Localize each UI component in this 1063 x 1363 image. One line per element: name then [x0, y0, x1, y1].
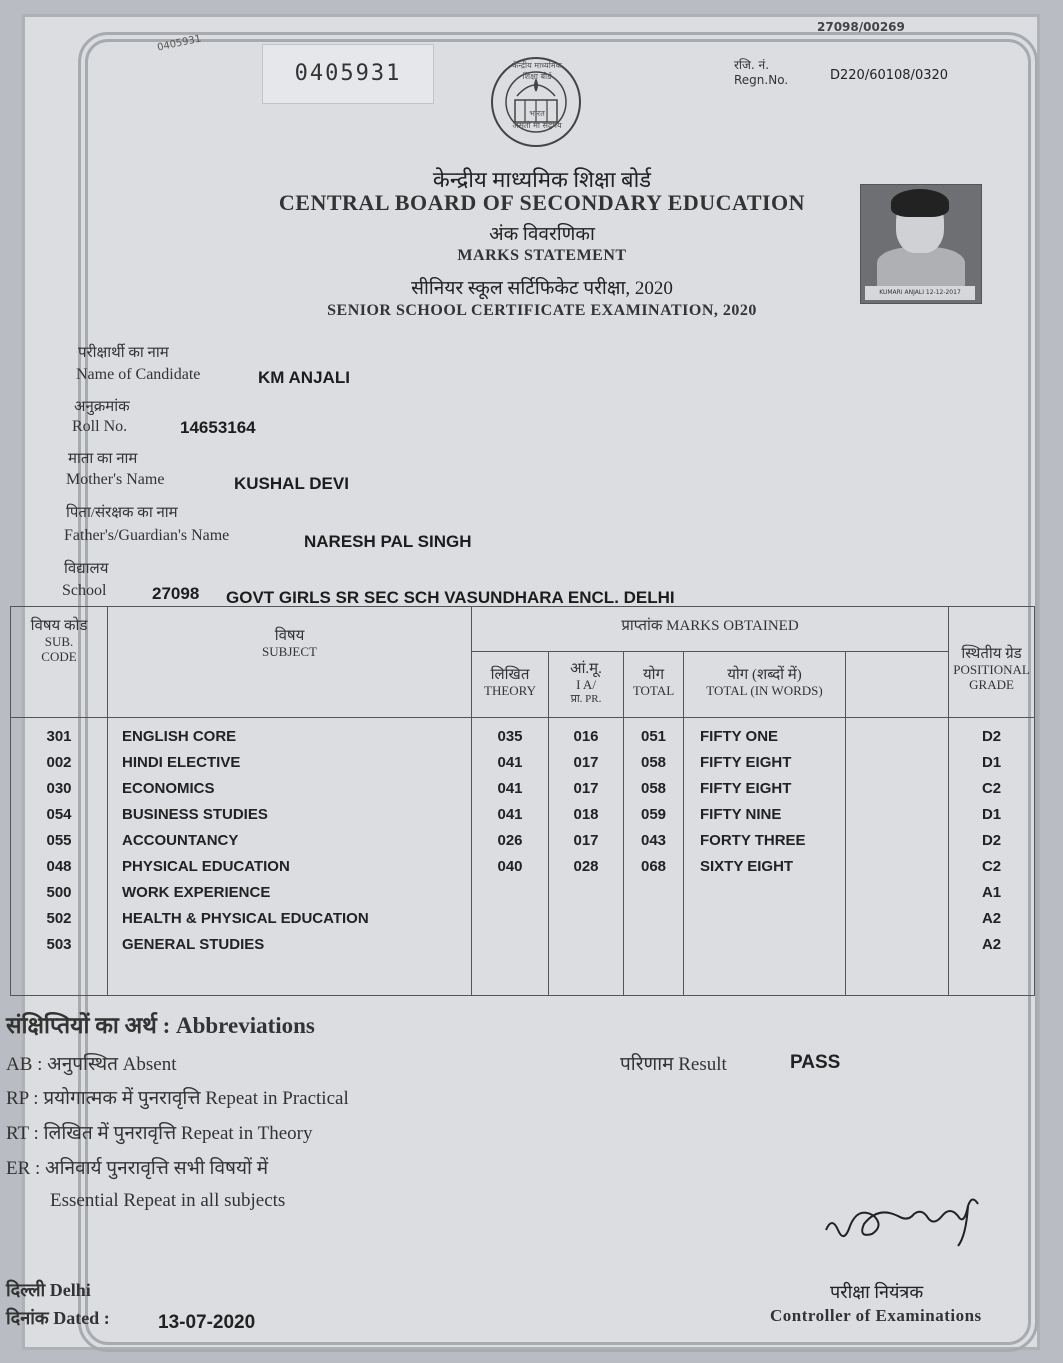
subject-name: GENERAL STUDIES — [122, 936, 265, 953]
subject-code: 055 — [46, 832, 72, 849]
positional-grade: D2 — [981, 832, 1002, 849]
mother-name: KUSHAL DEVI — [234, 474, 349, 493]
document-title: MARKS STATEMENT — [457, 247, 627, 264]
total-marks: 043 — [640, 832, 667, 849]
total-in-words: FIFTY EIGHT — [700, 780, 792, 797]
total-marks: 051 — [640, 728, 667, 745]
subject-column — [108, 718, 472, 996]
exam-title: SENIOR SCHOOL CERTIFICATE EXAMINATION, 2020 — [327, 302, 757, 319]
subject-code: 002 — [46, 754, 72, 771]
code-column — [11, 718, 108, 996]
ia-marks: 018 — [573, 806, 599, 823]
subject-code: 301 — [46, 728, 72, 745]
ia-column — [549, 718, 624, 996]
subject-name: WORK EXPERIENCE — [122, 884, 271, 901]
controller-signature — [818, 1186, 988, 1256]
subject-name: BUSINESS STUDIES — [122, 806, 268, 823]
header-sub-code: विषय कोड SUB. CODE — [11, 607, 108, 718]
regn-number: D220/60108/0320 — [830, 68, 949, 83]
abbr-absent: AB : अनुपस्थित Absent — [6, 1054, 177, 1075]
board-title: CENTRAL BOARD OF SECONDARY EDUCATION — [278, 190, 806, 215]
total-marks: 058 — [640, 780, 667, 797]
ia-marks: 017 — [573, 754, 599, 771]
theory-marks: 040 — [497, 858, 523, 875]
regn-label-en: Regn.No. — [734, 73, 789, 87]
abbr-essential-repeat: ER : अनिवार्य पुनरावृत्ति सभी विषयों में — [6, 1158, 269, 1179]
total-in-words: SIXTY EIGHT — [700, 858, 794, 875]
roll-label-hi: अनुक्रमांक — [74, 399, 130, 415]
ia-marks: 017 — [573, 780, 599, 797]
dated-label: दिनांक Dated : — [6, 1308, 110, 1328]
roll-number: 14653164 — [180, 418, 256, 437]
school-name: GOVT GIRLS SR SEC SCH VASUNDHARA ENCL. DELHI — [226, 588, 675, 607]
abbr-essential-repeat-en: Essential Repeat in all subjects — [50, 1190, 286, 1211]
serial-stamp: 0405931 — [156, 33, 203, 54]
candidate-name-label: Name of Candidate — [76, 366, 201, 383]
mother-label-hi: माता का नाम — [68, 451, 138, 467]
positional-grade: D1 — [981, 754, 1002, 771]
regn-label-hi: रजि. नं. — [734, 58, 770, 72]
header-marks-obtained: प्राप्तांक MARKS OBTAINED — [472, 607, 949, 652]
candidate-photo — [860, 184, 982, 304]
header-ia: आं.मू. I A/ प्रा. PR. — [549, 652, 624, 718]
subject-name: HINDI ELECTIVE — [122, 754, 241, 771]
logo-text-top: केन्द्रीय माध्यमिक शिक्षा बोर्ड — [512, 61, 562, 81]
place: दिल्ली Delhi — [6, 1280, 91, 1300]
positional-grade: D2 — [981, 728, 1002, 745]
photo-caption: KUMARI ANJALI 12-12-2017 — [865, 286, 975, 300]
words-column — [684, 718, 846, 996]
grade-column — [949, 718, 1035, 996]
father-label: Father's/Guardian's Name — [64, 527, 230, 544]
abbr-repeat-practical: RP : प्रयोगात्मक में पुनरावृत्ति Repeat in Practical — [6, 1088, 349, 1109]
regn-label — [734, 58, 788, 88]
school-label-hi: विद्यालय — [64, 561, 109, 577]
positional-grade: C2 — [981, 858, 1002, 875]
total-in-words: FIFTY ONE — [700, 728, 779, 745]
board-title-hindi: केन्द्रीय माध्यमिक शिक्षा बोर्ड — [432, 167, 652, 192]
ia-marks: 016 — [573, 728, 599, 745]
blank-column — [846, 718, 949, 996]
subject-name: PHYSICAL EDUCATION — [122, 858, 290, 875]
subject-code: 502 — [46, 910, 72, 927]
abbreviations-title: संक्षिप्तियों का अर्थ : Abbreviations — [6, 1013, 315, 1038]
father-name: NARESH PAL SINGH — [304, 532, 472, 551]
controller-title: Controller of Examinations — [770, 1306, 982, 1325]
theory-marks: 041 — [497, 780, 523, 797]
theory-marks: 041 — [497, 806, 523, 823]
issue-date: 13-07-2020 — [158, 1312, 256, 1333]
subject-name: ENGLISH CORE — [122, 728, 237, 745]
logo-motto: असतो मा सद्गमय — [512, 121, 562, 130]
logo-india: भारत — [529, 109, 545, 118]
header-theory: लिखित THEORY — [472, 652, 549, 718]
positional-grade: A2 — [981, 936, 1002, 953]
subject-code: 503 — [46, 936, 72, 953]
subject-name: ACCOUNTANCY — [122, 832, 239, 849]
father-label-hi: पिता/संरक्षक का नाम — [66, 505, 178, 521]
subject-code: 054 — [46, 806, 72, 823]
header-total: योग TOTAL — [624, 652, 684, 718]
subject-name: ECONOMICS — [122, 780, 215, 797]
positional-grade: A2 — [981, 910, 1002, 927]
positional-grade: C2 — [981, 780, 1002, 797]
total-in-words: FIFTY NINE — [700, 806, 782, 823]
result-label: परिणाम Result — [620, 1054, 727, 1075]
candidate-name: KM ANJALI — [258, 368, 350, 387]
header-total-words: योग (शब्दों में) TOTAL (IN WORDS) — [684, 652, 846, 718]
theory-marks: 041 — [497, 754, 523, 771]
header-subject: विषय SUBJECT — [108, 607, 472, 718]
subject-code: 030 — [46, 780, 72, 797]
candidate-name-label-hi: परीक्षार्थी का नाम — [78, 345, 169, 361]
theory-column — [472, 718, 549, 996]
result-value: PASS — [790, 1052, 841, 1073]
total-marks: 059 — [640, 806, 667, 823]
abbr-repeat-theory: RT : लिखित में पुनरावृत्ति Repeat in Theory — [6, 1123, 313, 1144]
serial-number-box: 0405931 — [262, 44, 434, 104]
school-label: School — [62, 582, 107, 599]
header-positional-grade: स्थितीय ग्रेड POSITIONAL GRADE — [949, 607, 1035, 718]
total-marks: 058 — [640, 754, 667, 771]
subject-code: 500 — [46, 884, 72, 901]
total-in-words: FORTY THREE — [700, 832, 806, 849]
school-code: 27098 — [152, 584, 200, 603]
theory-marks: 035 — [497, 728, 523, 745]
exam-title-hindi: सीनियर स्कूल सर्टिफिकेट परीक्षा, 2020 — [411, 278, 673, 299]
marks-statement-sheet — [6, 14, 1040, 1350]
marks-table — [10, 606, 1035, 996]
total-in-words: FIFTY EIGHT — [700, 754, 792, 771]
document-title-hindi: अंक विवरणिका — [489, 224, 595, 245]
ia-marks: 028 — [573, 858, 599, 875]
positional-grade: D1 — [981, 806, 1002, 823]
controller-title-hindi: परीक्षा नियंत्रक — [830, 1282, 924, 1302]
total-marks: 068 — [640, 858, 667, 875]
total-column — [624, 718, 684, 996]
mother-label: Mother's Name — [66, 471, 165, 488]
ia-marks: 017 — [573, 832, 599, 849]
positional-grade: A1 — [981, 884, 1002, 901]
subject-code: 048 — [46, 858, 72, 875]
roll-label: Roll No. — [72, 418, 128, 435]
top-right-code: 27098/00269 — [817, 20, 905, 34]
theory-marks: 026 — [497, 832, 523, 849]
subject-name: HEALTH & PHYSICAL EDUCATION — [122, 910, 369, 927]
